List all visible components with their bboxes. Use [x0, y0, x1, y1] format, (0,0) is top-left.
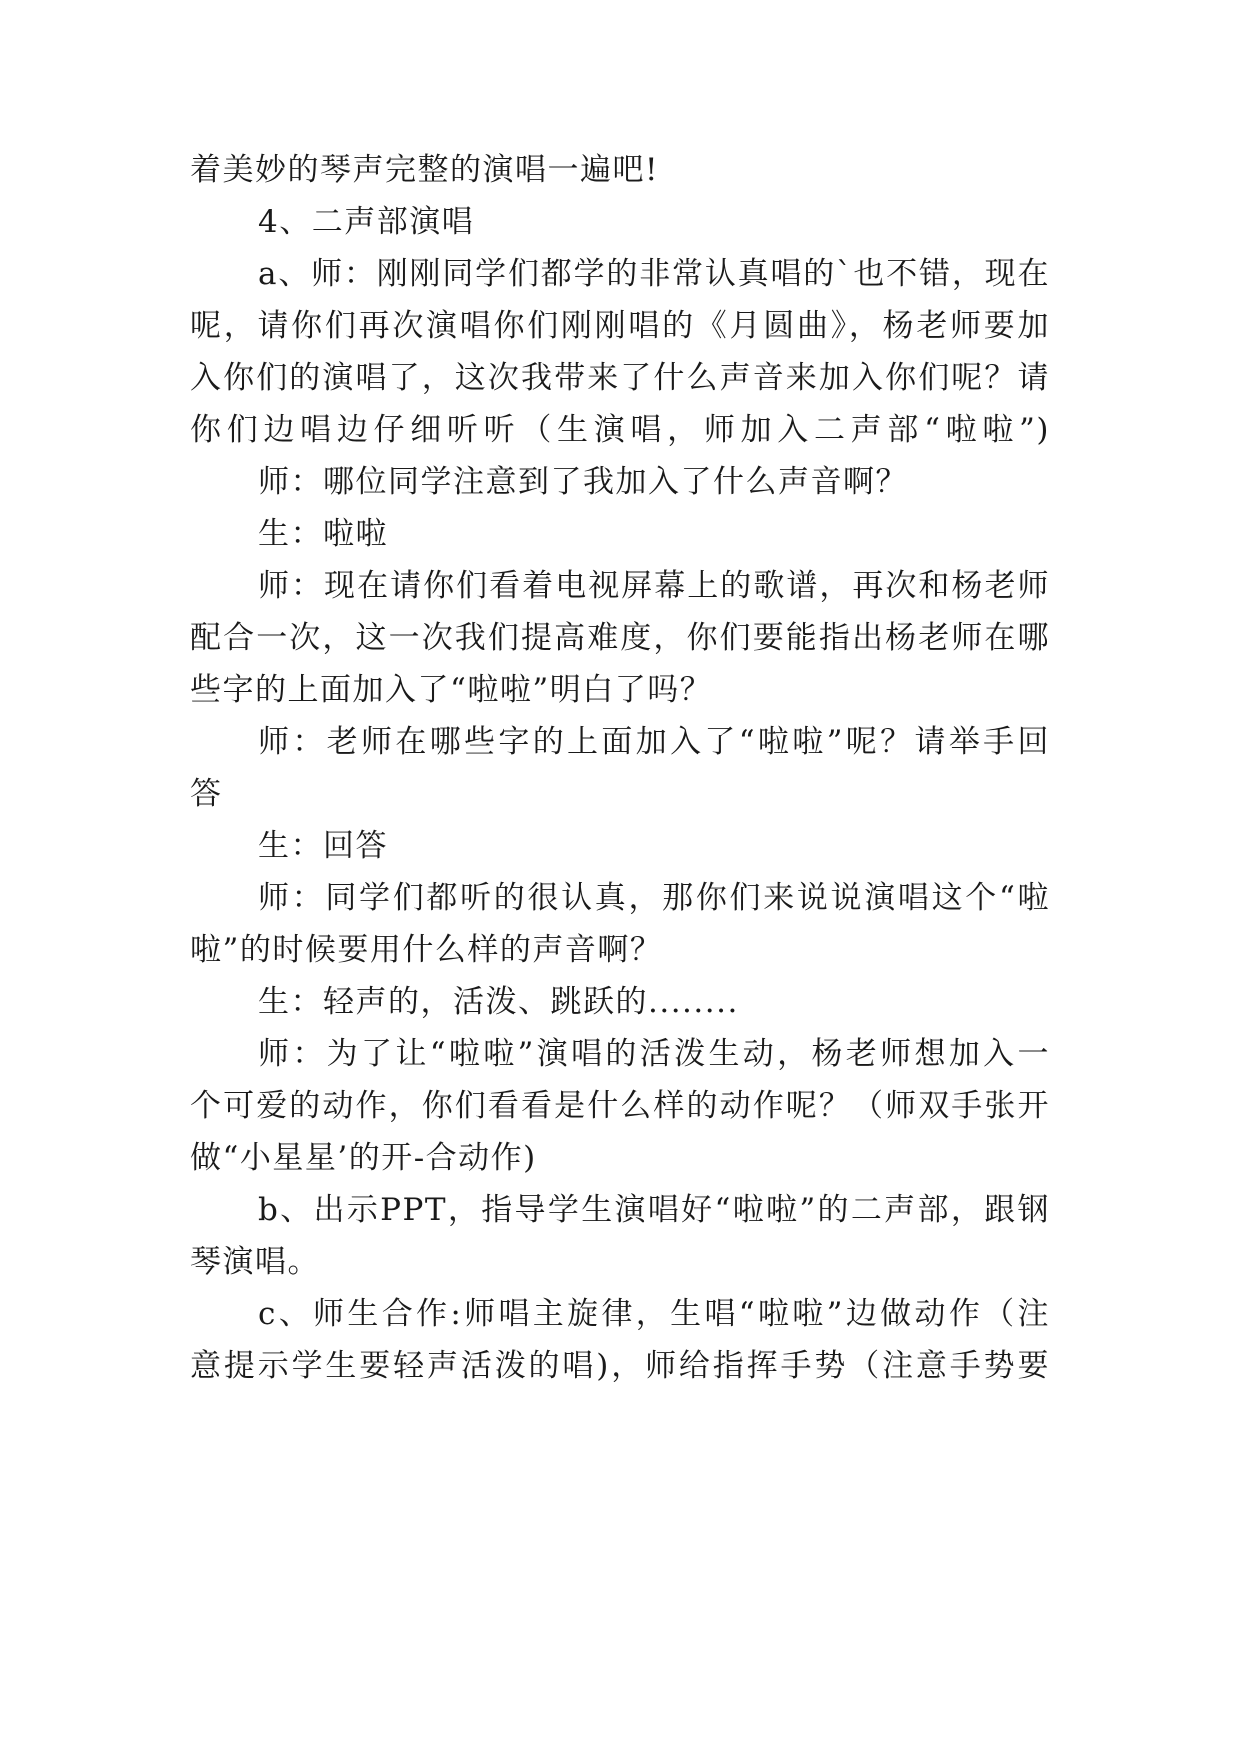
text-line: 着美妙的琴声完整的演唱一遍吧! — [190, 152, 659, 188]
text-line: 生：轻声的，活泼、跳跃的........ — [258, 984, 739, 1020]
text-line: 你们边唱边仔细听听（生演唱，师加入二声部“啦啦”) — [190, 412, 1050, 448]
text-line: b、出示PPT，指导学生演唱好“啦啦”的二声部，跟钢 — [258, 1192, 1050, 1228]
text-line: 生：啦啦 — [258, 516, 388, 552]
text-line: 生：回答 — [258, 828, 388, 864]
text-line: 答 — [190, 776, 223, 812]
text-line: 做“小星星’的开-合动作) — [190, 1140, 537, 1176]
text-line: 配合一次，这一次我们提高难度，你们要能指出杨老师在哪 — [190, 620, 1050, 656]
text-line: 意提示学生要轻声活泼的唱)，师给指挥手势（注意手势要 — [190, 1348, 1050, 1384]
text-line: 呢，请你们再次演唱你们刚刚唱的《月圆曲》，杨老师要加 — [190, 308, 1050, 344]
text-line: a、师：刚刚同学们都学的非常认真唱的`也不错，现在 — [258, 256, 1050, 292]
text-line: c、师生合作:师唱主旋律，生唱“啦啦”边做动作（注 — [258, 1296, 1050, 1332]
text-line: 啦”的时候要用什么样的声音啊？ — [190, 932, 663, 968]
section-heading: 4、二声部演唱 — [258, 204, 475, 240]
text-line: 师：老师在哪些字的上面加入了“啦啦”呢？请举手回 — [258, 724, 1050, 760]
text-line: 入你们的演唱了，这次我带来了什么声音来加入你们呢？请 — [190, 360, 1050, 396]
text-line: 师：同学们都听的很认真，那你们来说说演唱这个“啦 — [258, 880, 1050, 916]
text-line: 师：为了让“啦啦”演唱的活泼生动，杨老师想加入一 — [258, 1036, 1050, 1072]
text-line: 琴演唱。 — [190, 1244, 320, 1280]
text-line: 师：哪位同学注意到了我加入了什么声音啊？ — [258, 464, 908, 500]
text-line: 个可爱的动作，你们看看是什么样的动作呢？（师双手张开 — [190, 1088, 1050, 1124]
text-line: 些字的上面加入了“啦啦”明白了吗？ — [190, 672, 713, 708]
text-line: 师：现在请你们看着电视屏幕上的歌谱，再次和杨老师 — [258, 568, 1050, 604]
